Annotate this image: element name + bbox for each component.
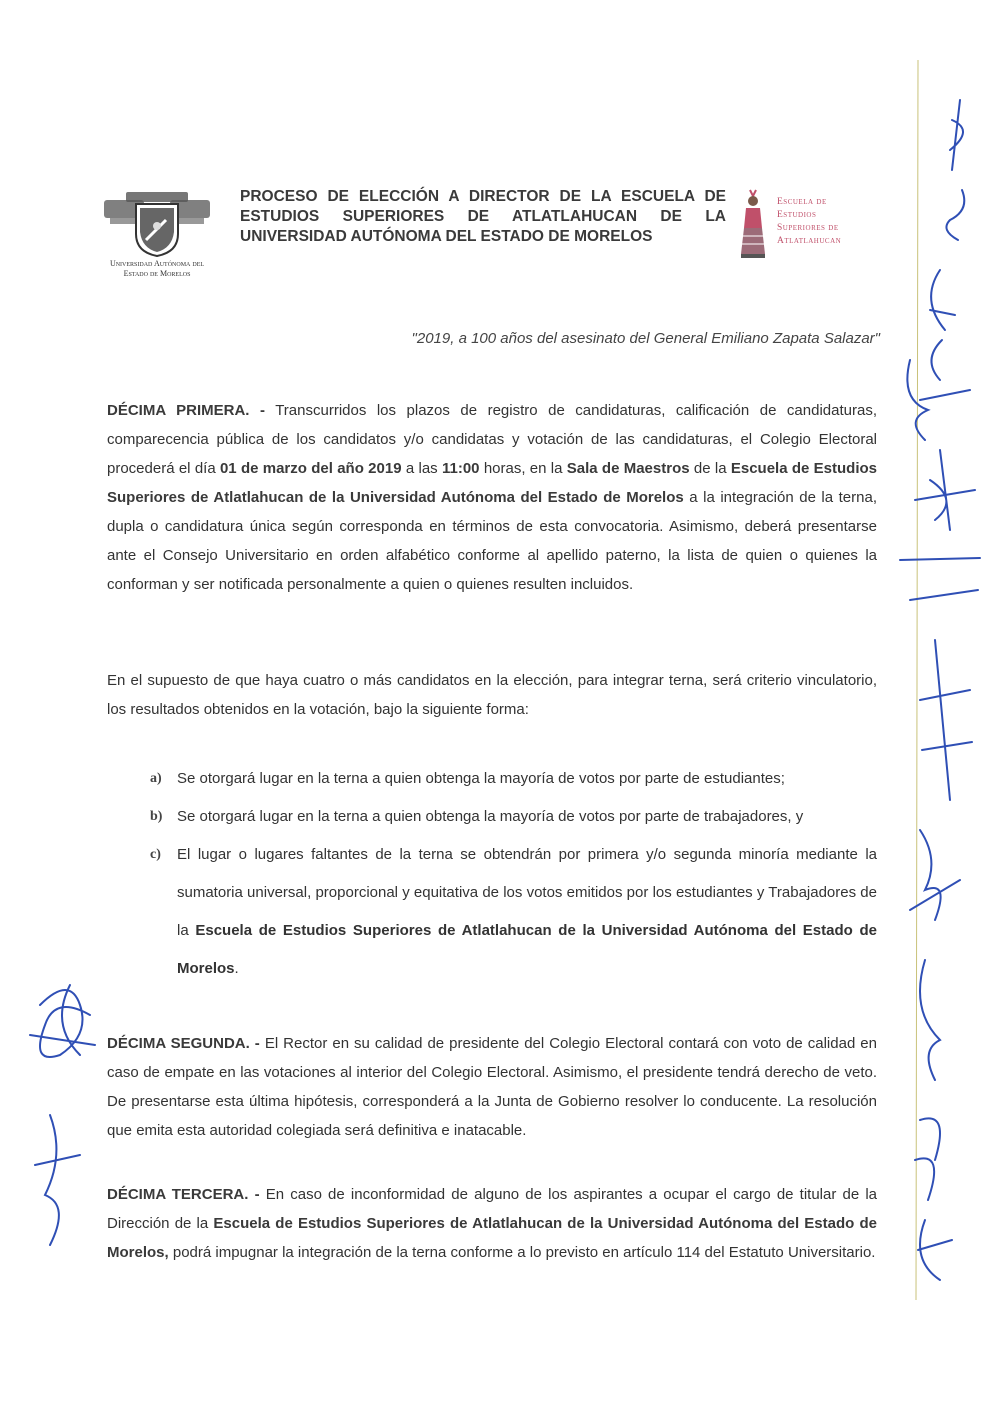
criteria-list [150,760,877,988]
institution-name: Escuela de Estudios Superiores de Atlatlahucan de la Universidad Autónoma del Estado de Morelos [107,460,878,506]
title-line3: UNIVERSIDAD AUTÓNOMA DEL ESTADO DE MORELOS [240,228,653,245]
clause-text: El Rector en su calidad de presidente del Colegio Electoral contará con voto de calidad en caso de empate en las votaciones al interior del Colegio Electoral. Asimismo, el presidente tendrá derecho de veto. De presentarse esta última hipótesis, corresponderá a la Junta de Gobierno resolver lo conducente. La resolución que emita esta autoridad colegiada será definitiva e inatacable. [107,1035,877,1139]
school-line1: Escuela de [777,197,827,207]
clause-heading: DÉCIMA TERCERA. - [107,1186,260,1203]
paragraph-supuesto: En el supuesto de que haya cuatro o más candidatos en la elección, para integrar terna, será criterio vinculatorio, los resultados obtenidos en la votación, bajo la siguiente forma: [107,672,877,718]
uaem-caption-line2: Estado de Morelos [123,269,191,278]
time-text: 11:00 [441,460,480,477]
school-line4: Atlatlahucan [777,236,842,246]
margin-signatures-right [880,60,1000,1300]
school-name [777,196,887,248]
title-line2: ESTUDIOS SUPERIORES DE ATLATLAHUCAN DE LA [240,208,726,225]
school-line2: Estudios [777,210,817,220]
clause-text: podrá impugnar la integración de la terna conforme a lo previsto en artículo 114 del Estatuto Universitario. [168,1244,876,1261]
list-marker: c) [150,847,161,862]
margin-signatures-left [10,965,110,1285]
school-figure-logo [738,188,768,262]
clause-decima-segunda [107,1029,877,1145]
clause-text: a las [401,460,442,477]
uaem-caption-line1: Universidad Autónoma del [109,259,205,268]
uaem-caption [92,259,222,279]
institution-name: Escuela de Estudios Superiores de Atlatlahucan de la Universidad Autónoma del Estado de Morelos, [107,1215,877,1261]
school-line3: Superiores de [777,223,839,233]
list-item [150,836,877,988]
clause-decima-tercera [107,1180,877,1267]
list-item [150,798,877,836]
clause-text: Transcurridos los plazos de registro de candidaturas, calificación de candidaturas, comparecencia pública de los candidatos y/o candidatas y votación de las candidaturas, el Colegio Electoral procederá el día [107,402,877,477]
list-item-text: . [234,960,239,977]
clause-decima-primera [107,396,877,599]
clause-text: En caso de inconformidad de alguno de los aspirantes a ocupar el cargo de titular de la Dirección de la [107,1186,877,1232]
date-text: 01 de marzo del año 2019 [219,460,402,477]
list-marker: b) [150,809,163,824]
title-line1: PROCESO DE ELECCIÓN A DIRECTOR DE LA ESCUELA DE [240,188,726,205]
clause-heading: DÉCIMA PRIMERA. - [107,402,265,419]
list-item-text: Se otorgará lugar en la terna a quien obtenga la mayoría de votos por parte de estudiantes; [177,770,785,787]
clause-text: a la integración de la terna, dupla o candidatura única según corresponda en términos de esta convocatoria. Asimismo, deberá presentarse ante el Consejo Universitario en orden alfabético conforme al apellido paterno, la lista de quien o quienes la conforman y ser notificada personalmente a quien o quienes resulten incluidos. [107,489,877,593]
institution-name: Escuela de Estudios Superiores de Atlatlahucan de la Universidad Autónoma del Estado de Morelos [177,922,877,977]
clause-heading: DÉCIMA SEGUNDA. - [107,1035,260,1052]
list-item-text: El lugar o lugares faltantes de la terna se obtendrán por primera y/o segunda minoría mediante la sumatoria universal, proporcional y equitativa de los votos emitidos por los estudiantes y Trabajadores de la [177,846,877,939]
motto: "2019, a 100 años del asesinato del General Emiliano Zapata Salazar" [411,330,880,347]
list-item-text: Se otorgará lugar en la terna a quien obtenga la mayoría de votos por parte de trabajadores, y [177,808,804,825]
room-text: Sala de Maestros [566,460,690,477]
list-marker: a) [150,771,162,786]
clause-text: de la [689,460,731,477]
list-item [150,760,877,798]
document-title [240,187,726,247]
clause-text: horas, en la [479,460,567,477]
